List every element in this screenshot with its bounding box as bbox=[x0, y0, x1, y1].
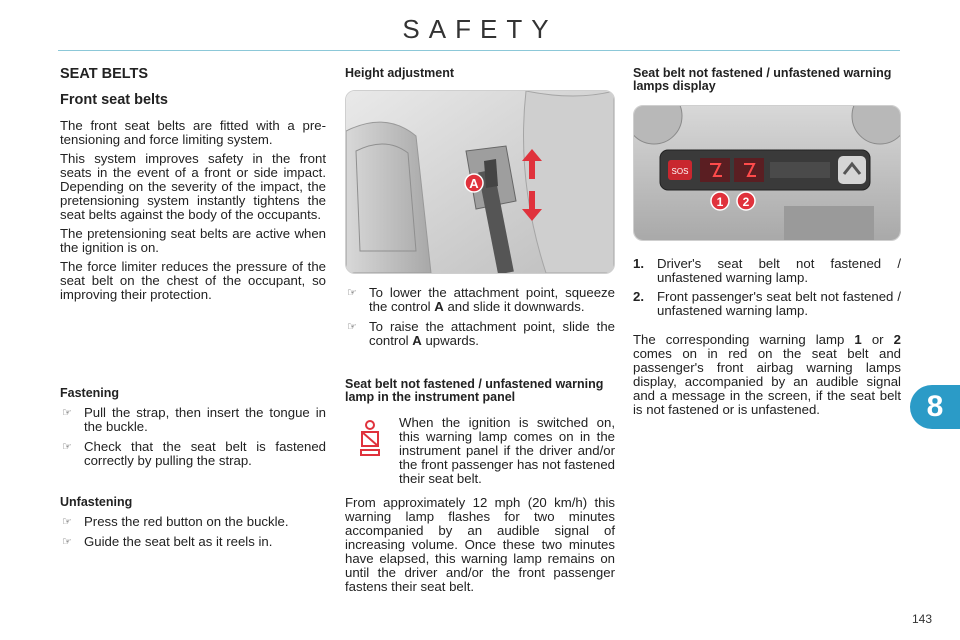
list-item bbox=[60, 440, 326, 468]
pointing-hand-icon: ☞ bbox=[62, 536, 72, 548]
list-item-text: Pull the strap, then insert the tongue in the buckle. bbox=[84, 405, 326, 434]
list-item-text: Check that the seat belt is fastened correctly by pulling the strap. bbox=[84, 439, 326, 468]
subsection-title: Front seat belts bbox=[60, 92, 168, 108]
pointing-hand-icon: ☞ bbox=[62, 516, 72, 528]
paragraph: This system improves safety in the front seats in the event of a front or side impact. Depending on the severity of the impact, the pretensioning system instantly tightens the seat belts against the body of the occupants. bbox=[60, 151, 326, 222]
list-item bbox=[60, 515, 326, 529]
pointing-hand-icon: ☞ bbox=[347, 321, 357, 333]
warning-note bbox=[345, 416, 615, 486]
warning-lamps-display-illustration bbox=[634, 106, 900, 240]
chapter-tab bbox=[910, 385, 960, 429]
callout-1: 1 bbox=[716, 195, 724, 209]
section-title: SEAT BELTS bbox=[60, 66, 149, 82]
pointing-hand-icon: ☞ bbox=[62, 407, 72, 419]
column-2 bbox=[345, 64, 615, 599]
pointing-hand-icon: ☞ bbox=[62, 441, 72, 453]
height-adjustment-title: Height adjustment bbox=[345, 66, 455, 80]
numbered-item: 2. Front passenger's seat belt not fastened / unfastened warning lamp. bbox=[633, 289, 901, 318]
pointing-hand-icon: ☞ bbox=[347, 287, 357, 299]
callout-2: 2 bbox=[742, 195, 750, 209]
seat-belt-warning-icon bbox=[357, 420, 383, 456]
list-item-text: Press the red button on the buckle. bbox=[84, 514, 289, 529]
page-number: 143 bbox=[912, 612, 933, 626]
warning-display-figure bbox=[633, 105, 901, 241]
paragraph: The pretensioning seat belts are active when the ignition is on. bbox=[60, 226, 326, 255]
column-1 bbox=[60, 64, 326, 555]
paragraph: From approximately 12 mph (20 km/h) this warning lamp flashes for two minutes accompanied by an audible signal of increasing volume. Once these two minutes have elapsed, this warning lamp remains on until the driver and/or the front passenger fastens their seat belt. bbox=[345, 495, 615, 594]
list-item-text: Guide the seat belt as it reels in. bbox=[84, 534, 273, 549]
display-title: Seat belt not fastened / unfastened warning lamps display bbox=[633, 66, 892, 93]
chapter-number: 8 bbox=[926, 390, 944, 423]
seat-belt-height-illustration bbox=[346, 91, 614, 273]
list-item bbox=[345, 286, 615, 314]
warning-lamp-title: Seat belt not fastened / unfastened warning lamp in the instrument panel bbox=[345, 377, 604, 404]
header-divider bbox=[58, 50, 900, 51]
list-item-text: To raise the attachment point, slide the control A upwards. bbox=[369, 319, 615, 348]
column-3 bbox=[633, 64, 901, 422]
page-title: SAFETY bbox=[402, 14, 558, 44]
list-item-text: To lower the attachment point, squeeze the control A and slide it downwards. bbox=[369, 285, 615, 314]
list-item bbox=[60, 406, 326, 434]
list-item bbox=[60, 535, 326, 549]
numbered-item: 1. Driver's seat belt not fastened / unfastened warning lamp. bbox=[633, 256, 901, 285]
unfastening-title: Unfastening bbox=[60, 495, 133, 509]
height-adjustment-figure bbox=[345, 90, 615, 274]
paragraph: The front seat belts are fitted with a pre-tensioning and force limiting system. bbox=[60, 118, 326, 147]
sos-label: SOS bbox=[671, 167, 689, 176]
callout-a: A bbox=[469, 176, 479, 191]
fastening-title: Fastening bbox=[60, 386, 120, 400]
paragraph: The corresponding warning lamp 1 or 2 comes on in red on the seat belt and passenger's front airbag warning lamps display, accompanied by an audible signal and a message in the screen, if the seat belt is not fastened or is unfastened. bbox=[633, 332, 901, 417]
list-item bbox=[345, 320, 615, 348]
paragraph: The force limiter reduces the pressure of the seat belt on the chest of the occupant, so improving their protection. bbox=[60, 259, 326, 302]
warning-text: When the ignition is switched on, this warning lamp comes on in the instrument panel if the driver and/or the front passenger has not fastened their seat belt. bbox=[399, 415, 615, 486]
